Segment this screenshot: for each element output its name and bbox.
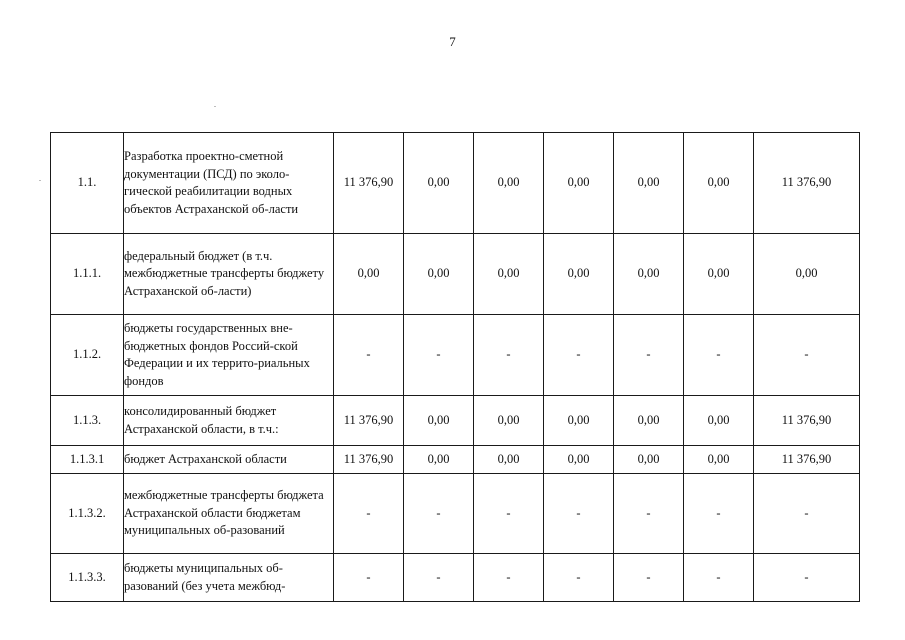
row-code: 1.1.3.1 xyxy=(51,446,124,474)
value-cell: - xyxy=(684,474,754,554)
value-cell: 0,00 xyxy=(474,446,544,474)
row-code: 1.1.2. xyxy=(51,315,124,396)
value-cell: - xyxy=(544,315,614,396)
scan-speck xyxy=(39,180,41,181)
row-name: бюджеты государственных вне-бюджетных фондов Россий-ской Федерации и их террито-риальных фондов xyxy=(124,315,334,396)
value-cell: - xyxy=(684,315,754,396)
row-code: 1.1.3.2. xyxy=(51,474,124,554)
row-name: федеральный бюджет (в т.ч. межбюджетные трансферты бюджету Астраханской об-ласти) xyxy=(124,234,334,315)
table-row xyxy=(51,234,860,315)
value-cell: - xyxy=(474,315,544,396)
value-cell: 0,00 xyxy=(404,234,474,315)
value-cell: - xyxy=(754,474,860,554)
value-cell: - xyxy=(614,474,684,554)
value-cell: - xyxy=(334,554,404,602)
value-cell: 0,00 xyxy=(404,396,474,446)
table-row xyxy=(51,133,860,234)
row-name: консолидированный бюджет Астраханской области, в т.ч.: xyxy=(124,396,334,446)
value-cell: - xyxy=(474,474,544,554)
value-cell: 0,00 xyxy=(474,133,544,234)
table-row xyxy=(51,446,860,474)
value-cell: 0,00 xyxy=(684,234,754,315)
value-cell: 0,00 xyxy=(544,396,614,446)
table-row xyxy=(51,474,860,554)
value-cell: 0,00 xyxy=(404,446,474,474)
value-cell: 11 376,90 xyxy=(334,396,404,446)
value-cell: 11 376,90 xyxy=(754,396,860,446)
value-cell: - xyxy=(404,554,474,602)
value-cell: - xyxy=(334,315,404,396)
value-cell: 0,00 xyxy=(544,234,614,315)
value-cell: 11 376,90 xyxy=(334,133,404,234)
value-cell: 0,00 xyxy=(614,396,684,446)
value-cell: - xyxy=(614,554,684,602)
budget-table xyxy=(50,132,860,602)
page-number: 7 xyxy=(449,34,456,49)
table-row xyxy=(51,554,860,602)
value-cell: 0,00 xyxy=(544,133,614,234)
value-cell: - xyxy=(754,315,860,396)
value-cell: 0,00 xyxy=(474,396,544,446)
row-code: 1.1.3.3. xyxy=(51,554,124,602)
value-cell: 0,00 xyxy=(684,133,754,234)
value-cell: 0,00 xyxy=(474,234,544,315)
value-cell: 11 376,90 xyxy=(754,446,860,474)
scan-speck xyxy=(214,106,216,107)
row-name: бюджеты муниципальных об-разований (без учета межбюд- xyxy=(124,554,334,602)
value-cell: 0,00 xyxy=(684,396,754,446)
table-row xyxy=(51,396,860,446)
value-cell: 0,00 xyxy=(614,446,684,474)
row-name: Разработка проектно-сметной документации (ПСД) по эколо-гической реабилитации водных объектов Астраханской об-ласти xyxy=(124,133,334,234)
value-cell: 0,00 xyxy=(404,133,474,234)
value-cell: 0,00 xyxy=(754,234,860,315)
value-cell: 11 376,90 xyxy=(754,133,860,234)
row-code: 1.1. xyxy=(51,133,124,234)
value-cell: 0,00 xyxy=(684,446,754,474)
value-cell: 0,00 xyxy=(334,234,404,315)
value-cell: - xyxy=(754,554,860,602)
value-cell: - xyxy=(404,315,474,396)
value-cell: - xyxy=(684,554,754,602)
value-cell: 11 376,90 xyxy=(334,446,404,474)
value-cell: - xyxy=(334,474,404,554)
row-code: 1.1.3. xyxy=(51,396,124,446)
value-cell: - xyxy=(544,554,614,602)
row-name: межбюджетные трансферты бюджета Астраханской области бюджетам муниципальных об-разований xyxy=(124,474,334,554)
row-code: 1.1.1. xyxy=(51,234,124,315)
value-cell: - xyxy=(544,474,614,554)
value-cell: - xyxy=(404,474,474,554)
value-cell: - xyxy=(474,554,544,602)
table-row xyxy=(51,315,860,396)
value-cell: 0,00 xyxy=(614,133,684,234)
value-cell: - xyxy=(614,315,684,396)
row-name: бюджет Астраханской области xyxy=(124,446,334,474)
value-cell: 0,00 xyxy=(614,234,684,315)
value-cell: 0,00 xyxy=(544,446,614,474)
